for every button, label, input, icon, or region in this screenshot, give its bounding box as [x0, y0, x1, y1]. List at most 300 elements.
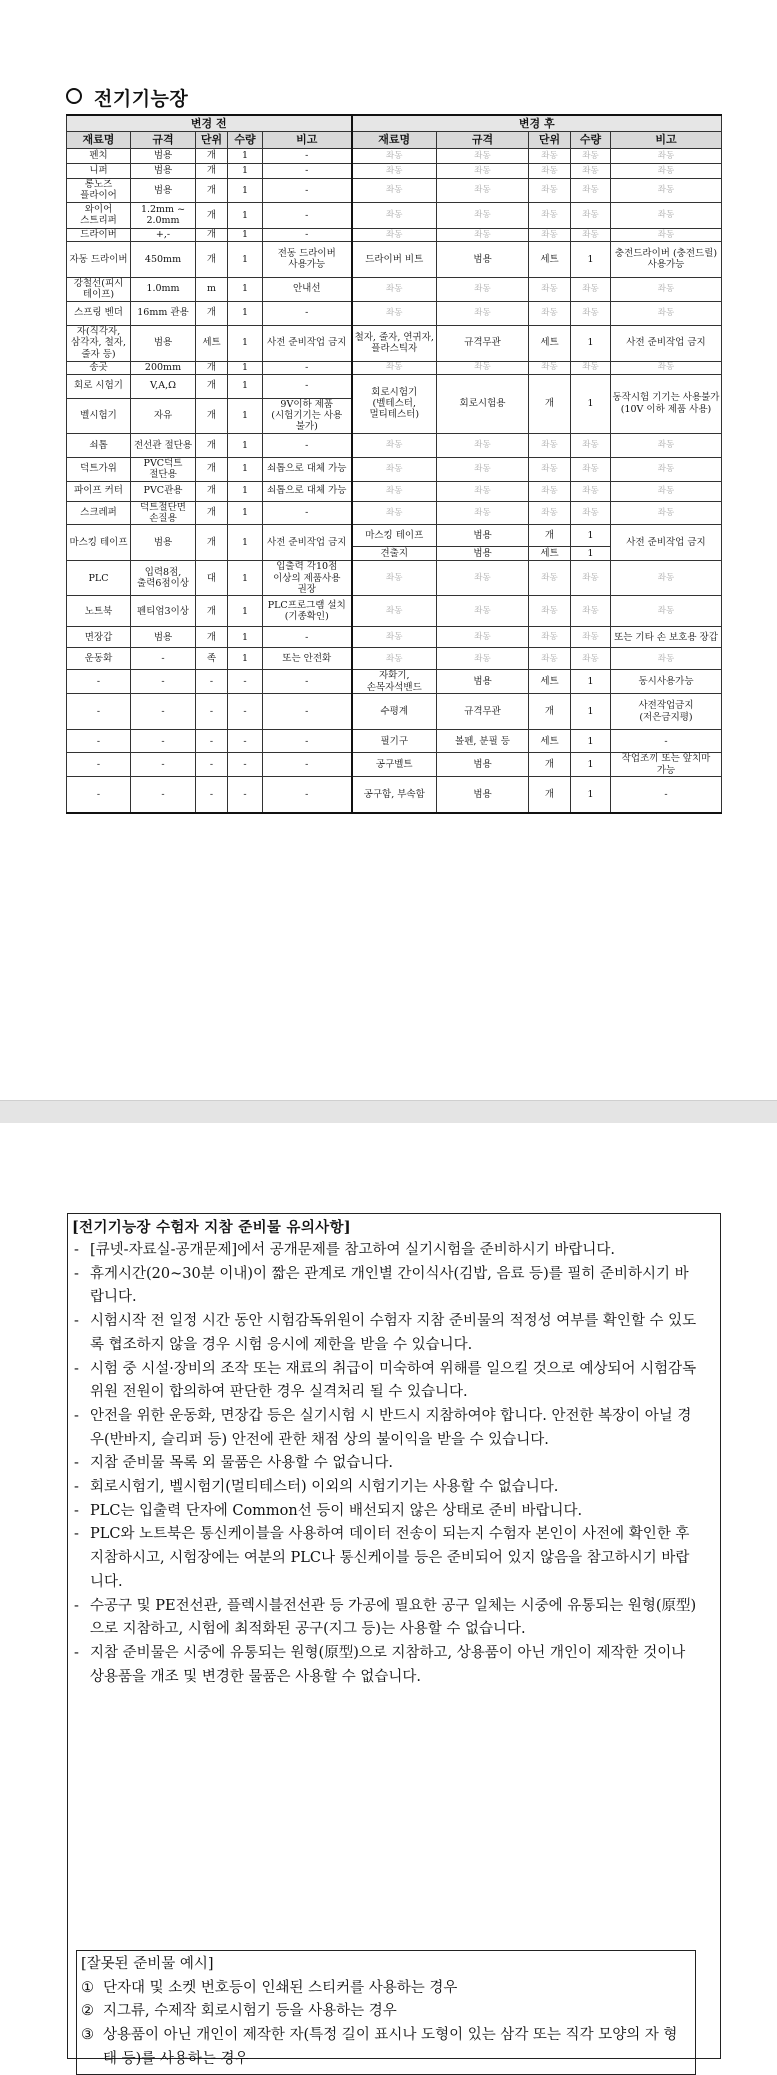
- table-row: [67, 301, 722, 325]
- after-cell: 개: [529, 525, 571, 547]
- before-cell: 1: [228, 398, 263, 433]
- before-cell: -: [263, 202, 352, 228]
- before-cell: 1: [228, 301, 263, 325]
- same-as-before-cell: 좌동: [352, 561, 437, 596]
- same-as-before-cell: 좌동: [571, 627, 611, 648]
- table-row: [67, 670, 722, 694]
- same-as-before-cell: 좌동: [529, 202, 571, 228]
- before-cell: 마스킹 테이프: [67, 525, 131, 561]
- notice-item-text: PLC와 노트북은 통신케이블을 사용하여 데이터 전송이 되는지 수험자 본인이 사전에 확인한 후 지참하시고, 시험장에는 여분의 PLC나 통신케이블 등은 준비되어 있지 않음을 참고하시기 바랍니다.: [90, 1526, 690, 1590]
- before-cell: 1: [228, 149, 263, 164]
- table-row: [67, 596, 722, 627]
- after-cell: 드라이버 비트: [352, 241, 437, 277]
- same-as-before-cell: 좌동: [529, 433, 571, 457]
- same-as-before-cell: 좌동: [352, 164, 437, 179]
- same-as-before-cell: 좌동: [611, 481, 722, 501]
- before-cell: 9V이하 제품(시험기기는 사용 불가): [263, 398, 352, 433]
- same-as-before-cell: 좌동: [437, 433, 529, 457]
- dash-bullet-icon: -: [74, 1455, 79, 1472]
- materials-comparison-table: [66, 114, 722, 814]
- before-cell: 족: [196, 648, 228, 670]
- notice-item-text: 지참 준비물은 시중에 유통되는 원형(原型)으로 지참하고, 상용품이 아닌 개인이 제작한 것이나 상용품을 개조 및 변경한 물품은 사용할 수 없습니다.: [90, 1644, 686, 1685]
- before-cell: 대: [196, 561, 228, 596]
- notice-box: [67, 1213, 721, 2067]
- after-cell: 범용: [437, 241, 529, 277]
- same-as-before-cell: 좌동: [529, 457, 571, 481]
- same-as-before-cell: 좌동: [571, 433, 611, 457]
- wrong-example-item: [81, 1977, 691, 2001]
- notice-item-text: 수공구 및 PE전선관, 플렉시블전선관 등 가공에 필요한 공구 일체는 시중에 유통되는 원형(原型)으로 지참하고, 시험에 최적화된 공구(지그 등)는 사용할 수 없습니다.: [90, 1597, 697, 1638]
- before-cell: PVC관용: [131, 481, 196, 501]
- page-separator: [0, 1100, 777, 1124]
- table-row: [67, 241, 722, 277]
- same-as-before-cell: 좌동: [611, 164, 722, 179]
- after-cell: 세트: [529, 670, 571, 694]
- same-as-before-cell: 좌동: [352, 481, 437, 501]
- after-cell: 규격무관: [437, 325, 529, 361]
- before-cell: 자(직각자, 삼각자, 철자, 줄자 등): [67, 325, 131, 361]
- after-cell: 작업조끼 또는 앞치마 가능: [611, 753, 722, 777]
- before-cell: 16mm 관용: [131, 301, 196, 325]
- before-cell: 1: [228, 648, 263, 670]
- before-cell: -: [263, 374, 352, 398]
- after-cell: 세트: [529, 325, 571, 361]
- before-cell: -: [263, 433, 352, 457]
- same-as-before-cell: 좌동: [571, 228, 611, 241]
- notice-item-text: 시험 중 시설·장비의 조작 또는 재료의 취급이 미숙하여 위해를 일으킬 것으로 예상되어 시험감독위원 전원이 합의하여 판단한 경우 실격처리 될 수 있습니다.: [90, 1360, 697, 1401]
- same-as-before-cell: 좌동: [571, 561, 611, 596]
- section-title: 전기기능장: [94, 88, 189, 110]
- before-cell: PLC프로그램 설치(기종확인): [263, 596, 352, 627]
- wrong-example-item: [81, 2000, 691, 2024]
- same-as-before-cell: 좌동: [352, 277, 437, 301]
- before-cell: 강철선(피시 테이프): [67, 277, 131, 301]
- before-cell: 개: [196, 627, 228, 648]
- table-row: [67, 433, 722, 457]
- same-as-before-cell: 좌동: [611, 561, 722, 596]
- before-cell: 쇠톱으로 대체 가능: [263, 457, 352, 481]
- before-cell: 1: [228, 228, 263, 241]
- after-cell: 회로시험용: [437, 374, 529, 433]
- same-as-before-cell: 좌동: [611, 179, 722, 203]
- after-cell: 1: [571, 374, 611, 433]
- before-cell: 개: [196, 228, 228, 241]
- same-as-before-cell: 좌동: [529, 648, 571, 670]
- same-as-before-cell: 좌동: [352, 457, 437, 481]
- after-cell: 개: [529, 374, 571, 433]
- table-row: [67, 730, 722, 753]
- before-cell: -: [228, 777, 263, 813]
- before-cell: m: [196, 277, 228, 301]
- before-cell: -: [67, 753, 131, 777]
- same-as-before-cell: 좌동: [571, 179, 611, 203]
- after-cell: 동작시험 기기는 사용불가 (10V 이하 제품 사용): [611, 374, 722, 433]
- same-as-before-cell: 좌동: [437, 149, 529, 164]
- after-cell: 충전드라이버 (충전드릴) 사용가능: [611, 241, 722, 277]
- same-as-before-cell: 좌동: [571, 361, 611, 374]
- before-cell: -: [131, 777, 196, 813]
- after-cell: 동시사용가능: [611, 670, 722, 694]
- before-cell: 1: [228, 433, 263, 457]
- after-cell: 범용: [437, 753, 529, 777]
- before-cell: 개: [196, 179, 228, 203]
- before-cell: -: [67, 670, 131, 694]
- same-as-before-cell: 좌동: [352, 627, 437, 648]
- same-as-before-cell: 좌동: [352, 149, 437, 164]
- notice-item: [72, 1358, 702, 1405]
- same-as-before-cell: 좌동: [529, 301, 571, 325]
- before-cell: 드라이버: [67, 228, 131, 241]
- notice-item-text: 휴게시간(20~30분 이내)이 짧은 관계로 개인별 간이식사(김밥, 음료 등)를 필히 준비하시기 바랍니다.: [90, 1265, 689, 1306]
- before-cell: 개: [196, 202, 228, 228]
- before-cell: 니퍼: [67, 164, 131, 179]
- same-as-before-cell: 좌동: [611, 301, 722, 325]
- before-cell: -: [228, 670, 263, 694]
- before-cell: 롱노즈 플라이어: [67, 179, 131, 203]
- before-cell: 범용: [131, 325, 196, 361]
- same-as-before-cell: 좌동: [529, 561, 571, 596]
- before-cell: -: [263, 694, 352, 730]
- same-as-before-cell: 좌동: [352, 596, 437, 627]
- same-as-before-cell: 좌동: [611, 433, 722, 457]
- after-cell: 1: [571, 670, 611, 694]
- before-cell: -: [131, 730, 196, 753]
- same-as-before-cell: 좌동: [611, 149, 722, 164]
- after-cell: 1: [571, 241, 611, 277]
- before-cell: 사전 준비작업 금지: [263, 525, 352, 561]
- before-cell: 450mm: [131, 241, 196, 277]
- before-cell: -: [196, 777, 228, 813]
- table-row: [67, 277, 722, 301]
- before-cell: 1: [228, 164, 263, 179]
- before-cell: -: [131, 648, 196, 670]
- after-cell: 또는 기타 손 보호용 장갑: [611, 627, 722, 648]
- same-as-before-cell: 좌동: [437, 561, 529, 596]
- after-cell: 1: [571, 730, 611, 753]
- same-as-before-cell: 좌동: [437, 277, 529, 301]
- notice-item: [72, 1642, 702, 1689]
- same-as-before-cell: 좌동: [611, 361, 722, 374]
- before-cell: -: [263, 753, 352, 777]
- wrong-examples-box: [76, 1950, 696, 2075]
- before-cell: 개: [196, 457, 228, 481]
- before-cell: 회로 시험기: [67, 374, 131, 398]
- before-cell: 1: [228, 457, 263, 481]
- after-cell: 사전작업금지 (저은금지평): [611, 694, 722, 730]
- before-cell: 스크레퍼: [67, 501, 131, 525]
- before-cell: 안내선: [263, 277, 352, 301]
- before-cell: 1: [228, 525, 263, 561]
- before-cell: -: [263, 149, 352, 164]
- same-as-before-cell: 좌동: [571, 301, 611, 325]
- after-cell: 범용: [437, 777, 529, 813]
- before-cell: 개: [196, 433, 228, 457]
- section-heading: [66, 84, 188, 111]
- same-as-before-cell: 좌동: [571, 596, 611, 627]
- after-cell: 개: [529, 753, 571, 777]
- column-header: 수량: [228, 132, 263, 149]
- same-as-before-cell: 좌동: [352, 501, 437, 525]
- before-cell: -: [228, 730, 263, 753]
- same-as-before-cell: 좌동: [352, 361, 437, 374]
- table-row: [67, 149, 722, 164]
- after-cell: 1: [571, 753, 611, 777]
- before-cell: 파이프 커터: [67, 481, 131, 501]
- after-cell: 1: [571, 325, 611, 361]
- same-as-before-cell: 좌동: [529, 179, 571, 203]
- table-row: [67, 202, 722, 228]
- before-cell: 덕트가위: [67, 457, 131, 481]
- before-cell: 개: [196, 164, 228, 179]
- before-cell: 와이어 스트리퍼: [67, 202, 131, 228]
- same-as-before-cell: 좌동: [571, 648, 611, 670]
- after-cell: -: [611, 777, 722, 813]
- before-cell: 개: [196, 596, 228, 627]
- before-cell: 면장갑: [67, 627, 131, 648]
- dash-bullet-icon: -: [74, 1502, 79, 1519]
- notice-item: [72, 1263, 702, 1310]
- same-as-before-cell: 좌동: [352, 648, 437, 670]
- dash-bullet-icon: -: [74, 1360, 79, 1377]
- dash-bullet-icon: -: [74, 1265, 79, 1282]
- notice-item-text: PLC는 입출력 단자에 Common선 등이 배선되지 않은 상태로 준비 바랍니다.: [90, 1502, 583, 1519]
- same-as-before-cell: 좌동: [611, 596, 722, 627]
- same-as-before-cell: 좌동: [437, 179, 529, 203]
- before-cell: 1.2mm ~ 2.0mm: [131, 202, 196, 228]
- after-cell: 세트: [529, 241, 571, 277]
- same-as-before-cell: 좌동: [571, 277, 611, 301]
- table-row: [67, 561, 722, 596]
- after-cell: 마스킹 테이프: [352, 525, 437, 547]
- same-as-before-cell: 좌동: [529, 277, 571, 301]
- column-header: 규격: [131, 132, 196, 149]
- table-row: [67, 457, 722, 481]
- after-cell: 철자, 줄자, 연귀자, 플라스틱자: [352, 325, 437, 361]
- after-cell: 견출지: [352, 547, 437, 561]
- same-as-before-cell: 좌동: [437, 648, 529, 670]
- same-as-before-cell: 좌동: [529, 501, 571, 525]
- same-as-before-cell: 좌동: [437, 301, 529, 325]
- before-cell: -: [196, 694, 228, 730]
- after-cell: 자화기, 손목자석밴드: [352, 670, 437, 694]
- before-cell: 개: [196, 481, 228, 501]
- before-cell: 범용: [131, 149, 196, 164]
- before-cell: 펜티엄3이상: [131, 596, 196, 627]
- notice-item: [72, 1239, 702, 1263]
- before-cell: 범용: [131, 627, 196, 648]
- before-cell: 1: [228, 374, 263, 398]
- before-cell: -: [228, 694, 263, 730]
- before-cell: 1.0mm: [131, 277, 196, 301]
- before-cell: -: [263, 301, 352, 325]
- table-row: [67, 525, 722, 547]
- after-cell: 개: [529, 694, 571, 730]
- dash-bullet-icon: -: [74, 1479, 79, 1496]
- dash-bullet-icon: -: [74, 1644, 79, 1661]
- before-cell: 개: [196, 301, 228, 325]
- after-cell: 1: [571, 777, 611, 813]
- before-cell: PVC덕트 절단용: [131, 457, 196, 481]
- before-cell: -: [263, 361, 352, 374]
- before-cell: V,A,Ω: [131, 374, 196, 398]
- before-cell: 1: [228, 179, 263, 203]
- after-cell: 수평계: [352, 694, 437, 730]
- table-row: [67, 374, 722, 398]
- before-cell: -: [196, 730, 228, 753]
- after-cell: 사전 준비작업 금지: [611, 325, 722, 361]
- before-cell: 1: [228, 361, 263, 374]
- notice-item: [72, 1405, 702, 1452]
- column-header: 규격: [437, 132, 529, 149]
- same-as-before-cell: 좌동: [571, 164, 611, 179]
- column-header: 비고: [611, 132, 722, 149]
- before-cell: -: [67, 694, 131, 730]
- before-cell: 1: [228, 277, 263, 301]
- notice-item: [72, 1500, 702, 1524]
- group-after-header: 변경 후: [352, 115, 722, 132]
- notice-item: [72, 1523, 702, 1594]
- table-row: [67, 627, 722, 648]
- before-cell: -: [263, 228, 352, 241]
- before-cell: -: [131, 694, 196, 730]
- notice-title: [전기기능장 수험자 지참 준비물 유의사항]: [72, 1219, 351, 1236]
- same-as-before-cell: 좌동: [352, 433, 437, 457]
- same-as-before-cell: 좌동: [352, 179, 437, 203]
- wrong-example-text: 단자대 및 소켓 번호등이 인쇄된 스티커를 사용하는 경우: [103, 1979, 458, 1996]
- document-page-2: [0, 1123, 777, 2067]
- same-as-before-cell: 좌동: [437, 481, 529, 501]
- same-as-before-cell: 좌동: [571, 501, 611, 525]
- same-as-before-cell: 좌동: [611, 648, 722, 670]
- after-cell: 1: [571, 525, 611, 547]
- after-cell: 세트: [529, 547, 571, 561]
- before-cell: 노트북: [67, 596, 131, 627]
- before-cell: 스프링 벤더: [67, 301, 131, 325]
- before-cell: 200mm: [131, 361, 196, 374]
- before-cell: 사전 준비작업 금지: [263, 325, 352, 361]
- before-cell: 개: [196, 241, 228, 277]
- before-cell: 1: [228, 501, 263, 525]
- before-cell: 1: [228, 481, 263, 501]
- same-as-before-cell: 좌동: [352, 301, 437, 325]
- before-cell: 범용: [131, 164, 196, 179]
- after-cell: 회로시험기 (벨테스터, 멀티테스터): [352, 374, 437, 433]
- circle-bullet-icon: [66, 88, 82, 104]
- before-cell: -: [263, 164, 352, 179]
- before-cell: 펜치: [67, 149, 131, 164]
- dash-bullet-icon: -: [74, 1407, 79, 1424]
- after-cell: 사전 준비작업 금지: [611, 525, 722, 561]
- notice-item-text: 시험시작 전 일정 시간 동안 시험감독위원이 수험자 지참 준비물의 적정성 여부를 확인할 수 있도록 협조하지 않을 경우 시험 응시에 제한을 받을 수 있습니다.: [90, 1313, 697, 1353]
- table-row: [67, 228, 722, 241]
- table-row: [67, 179, 722, 203]
- wrong-example-text: 상용품이 아닌 개인이 제작한 자(특정 길이 표시나 도형이 있는 삼각 또는 직각 모양의 자 형태 등)를 사용하는 경우: [103, 2027, 678, 2067]
- dash-bullet-icon: -: [74, 1242, 79, 1258]
- same-as-before-cell: 좌동: [529, 164, 571, 179]
- wrong-example-item: [81, 2024, 691, 2071]
- same-as-before-cell: 좌동: [437, 596, 529, 627]
- same-as-before-cell: 좌동: [529, 228, 571, 241]
- before-cell: 또는 안전화: [263, 648, 352, 670]
- after-cell: 1: [571, 694, 611, 730]
- before-cell: 전동 드라이버 사용가능: [263, 241, 352, 277]
- example-number: ③: [81, 2027, 94, 2044]
- before-cell: -: [263, 179, 352, 203]
- before-cell: 송곳: [67, 361, 131, 374]
- same-as-before-cell: 좌동: [571, 149, 611, 164]
- before-cell: -: [131, 670, 196, 694]
- before-cell: -: [67, 730, 131, 753]
- table-row: [67, 753, 722, 777]
- before-cell: +,-: [131, 228, 196, 241]
- wrong-example-text: 지그류, 수제작 회로시험기 등을 사용하는 경우: [103, 2003, 397, 2020]
- notice-item-text: 안전을 위한 운동화, 면장갑 등은 실기시험 시 반드시 지참하여야 합니다. 안전한 복장이 아닐 경우(반바지, 슬리퍼 등) 안전에 관한 채점 상의 불이익을 받을 수 있습니다.: [90, 1407, 692, 1448]
- before-cell: 입력8점, 출력6점이상: [131, 561, 196, 596]
- same-as-before-cell: 좌동: [571, 457, 611, 481]
- before-cell: 개: [196, 149, 228, 164]
- same-as-before-cell: 좌동: [571, 202, 611, 228]
- before-cell: 입출력 각10점 이상의 제품사용 권장: [263, 561, 352, 596]
- same-as-before-cell: 좌동: [437, 457, 529, 481]
- dash-bullet-icon: -: [74, 1597, 79, 1614]
- before-cell: 개: [196, 525, 228, 561]
- after-cell: 범용: [437, 525, 529, 547]
- before-cell: 벨시험기: [67, 398, 131, 433]
- before-cell: PLC: [67, 561, 131, 596]
- before-cell: 개: [196, 501, 228, 525]
- after-cell: 볼펜, 분필 등: [437, 730, 529, 753]
- before-cell: 전선관 절단용: [131, 433, 196, 457]
- before-cell: 자유: [131, 398, 196, 433]
- same-as-before-cell: 좌동: [437, 202, 529, 228]
- same-as-before-cell: 좌동: [529, 596, 571, 627]
- notice-item: [72, 1452, 702, 1476]
- notice-item: [72, 1476, 702, 1500]
- before-cell: 1: [228, 241, 263, 277]
- notice-list: [72, 1239, 702, 1689]
- table-row: [67, 694, 722, 730]
- before-cell: 개: [196, 398, 228, 433]
- notice-item-text: 회로시험기, 벨시험기(멀티테스터) 이외의 시험기기는 사용할 수 없습니다.: [90, 1479, 559, 1496]
- column-header: 단위: [196, 132, 228, 149]
- before-cell: 쇠톱: [67, 433, 131, 457]
- after-cell: -: [611, 730, 722, 753]
- same-as-before-cell: 좌동: [437, 361, 529, 374]
- group-before-header: 변경 전: [67, 115, 352, 132]
- dash-bullet-icon: -: [74, 1313, 79, 1330]
- after-cell: 개: [529, 777, 571, 813]
- before-cell: 쇠톱으로 대체 가능: [263, 481, 352, 501]
- after-cell: 범용: [437, 670, 529, 694]
- before-cell: -: [263, 730, 352, 753]
- table-row: [67, 481, 722, 501]
- before-cell: 1: [228, 561, 263, 596]
- before-cell: 덕트절단면 손질용: [131, 501, 196, 525]
- wrong-examples-list: [81, 1977, 691, 2072]
- after-cell: 규격무관: [437, 694, 529, 730]
- table-group-header: [67, 115, 722, 132]
- before-cell: 자동 드라이버: [67, 241, 131, 277]
- same-as-before-cell: 좌동: [352, 202, 437, 228]
- notice-item-text: 지참 준비물 목록 외 물품은 사용할 수 없습니다.: [90, 1455, 394, 1472]
- same-as-before-cell: 좌동: [529, 627, 571, 648]
- same-as-before-cell: 좌동: [437, 164, 529, 179]
- example-number: ②: [81, 2003, 94, 2020]
- same-as-before-cell: 좌동: [529, 481, 571, 501]
- before-cell: 개: [196, 374, 228, 398]
- notice-item: [72, 1310, 702, 1357]
- wrong-examples-title: [잘못된 준비물 예시]: [81, 1956, 214, 1972]
